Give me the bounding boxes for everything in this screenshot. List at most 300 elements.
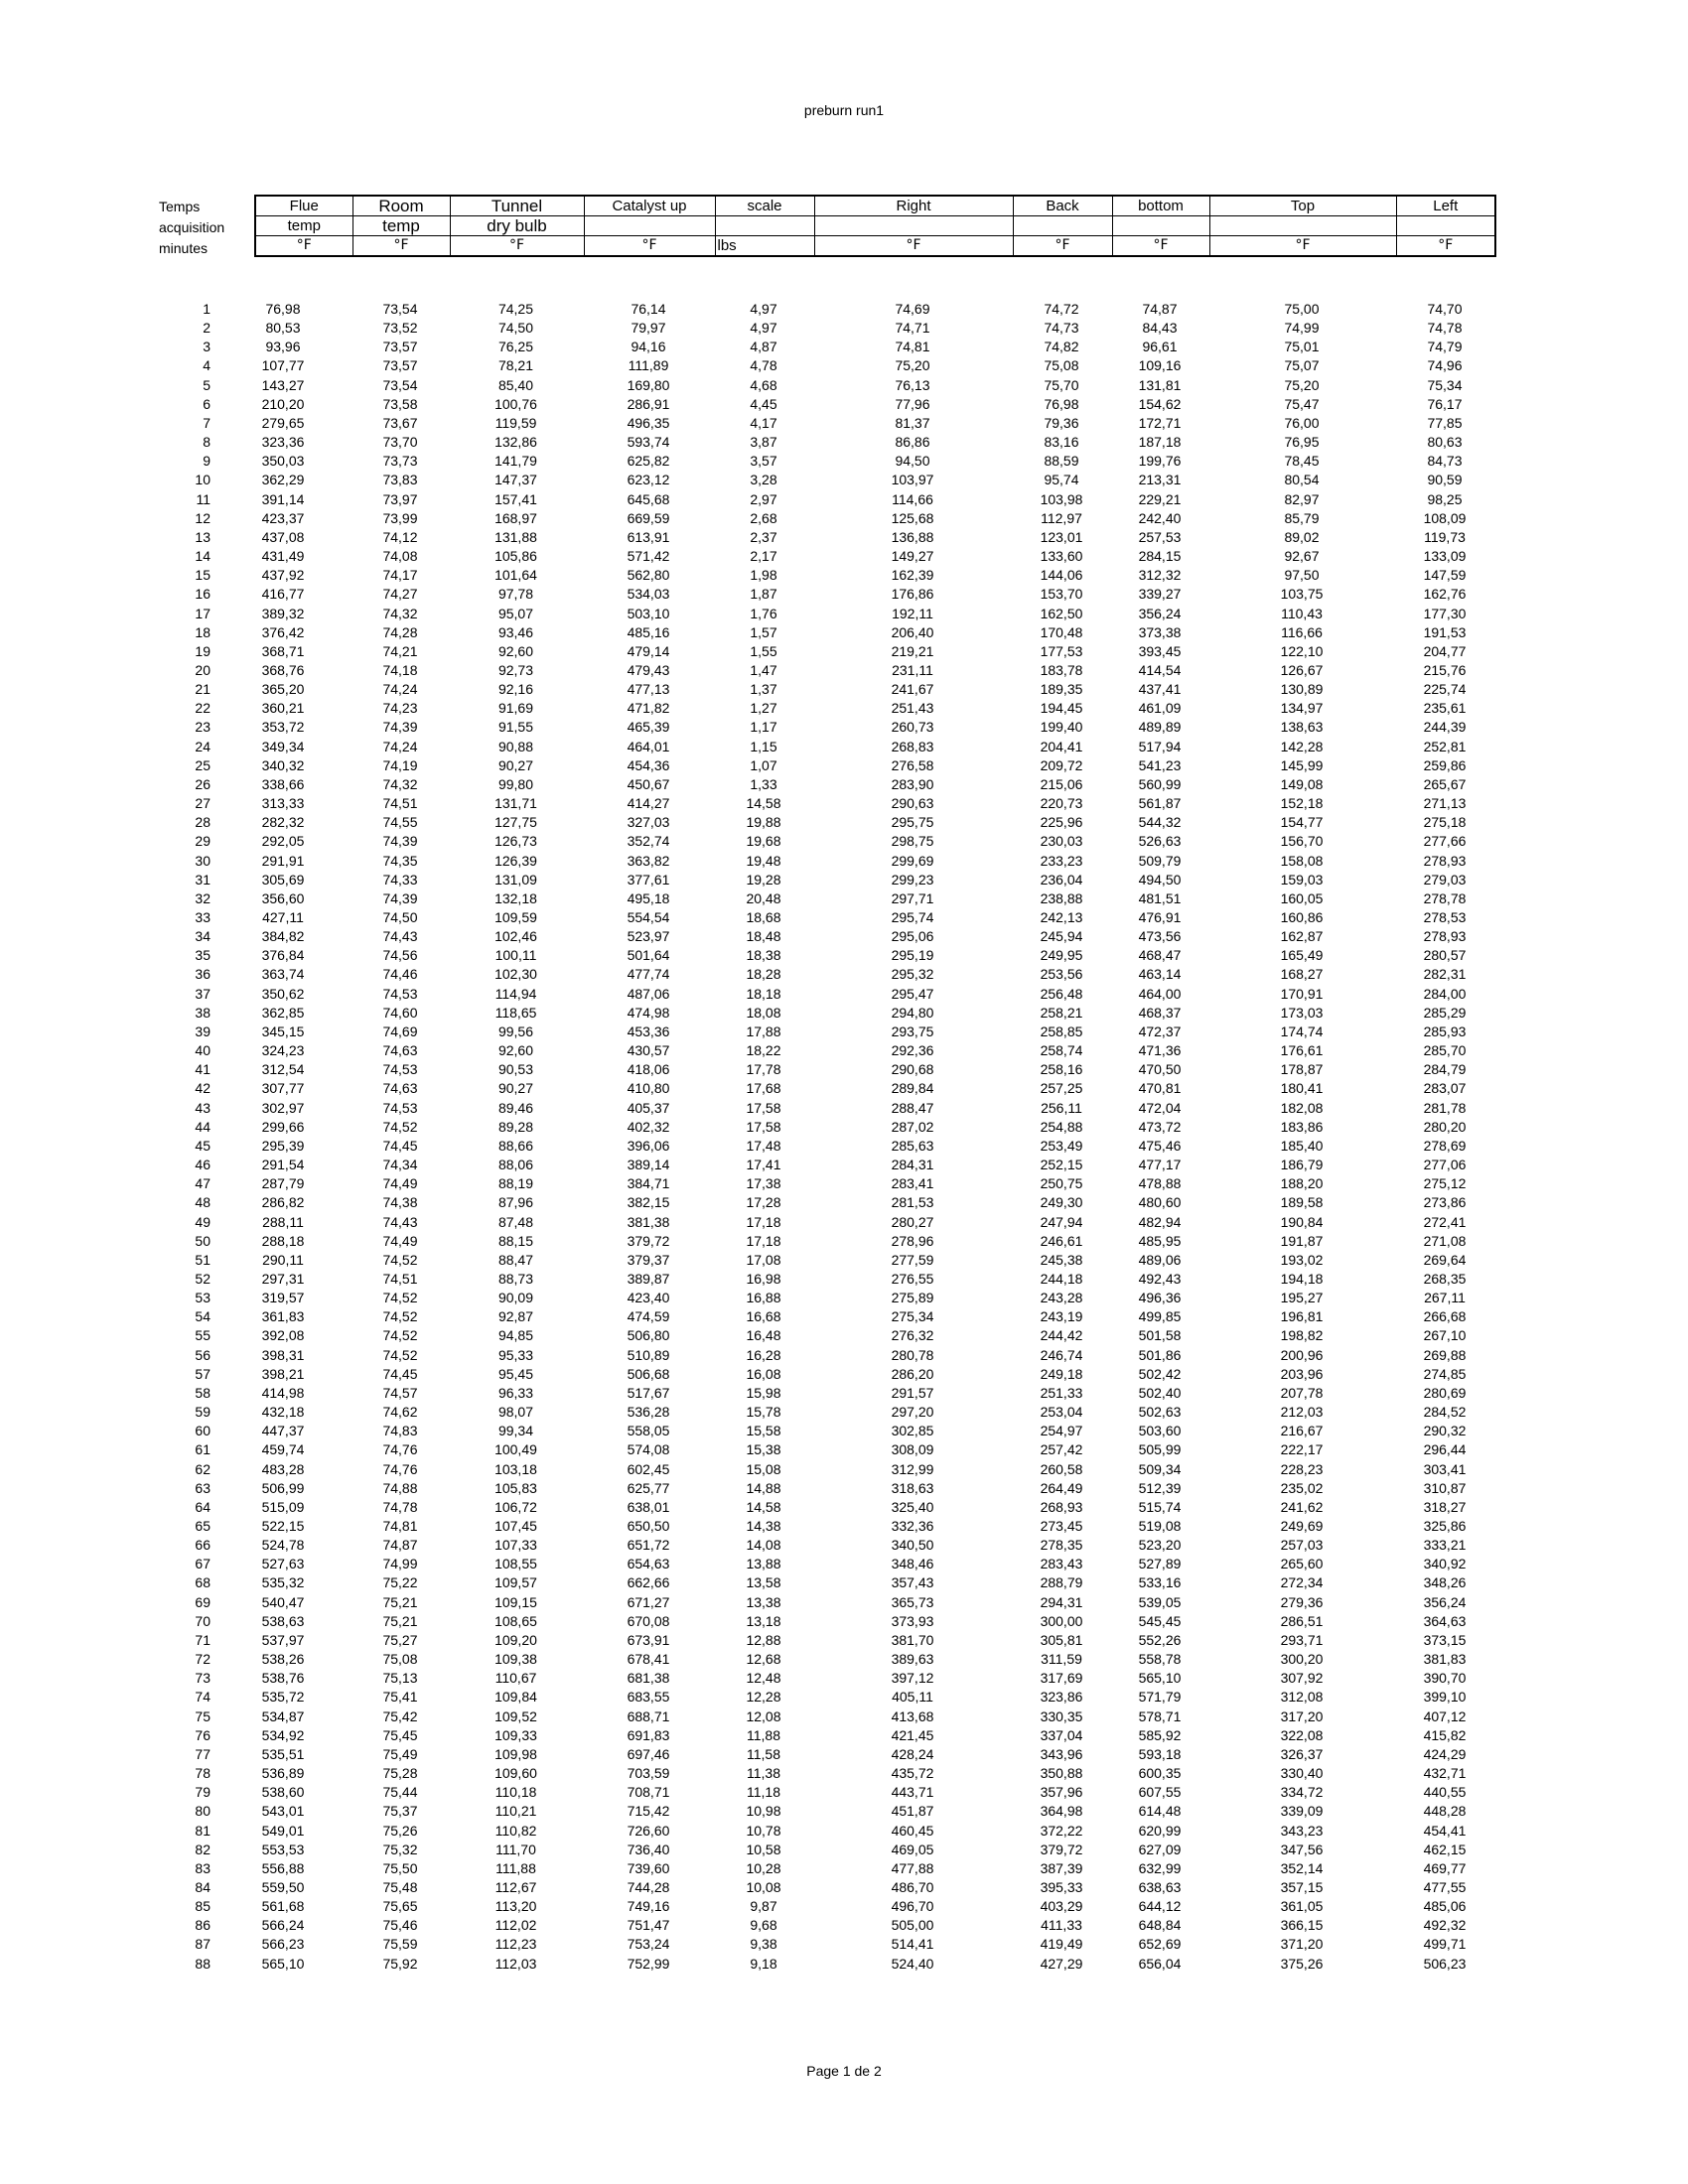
value-cell: 506,99 [261,1479,305,1496]
minute-cell: 41 [195,1061,211,1078]
value-cell: 75,08 [1044,357,1079,374]
table-row [159,585,1494,604]
value-cell: 472,04 [1138,1099,1182,1116]
value-cell: 379,72 [1040,1841,1083,1857]
column-unit: °F [584,236,715,257]
column-subheader: temp [255,216,352,236]
value-cell: 18,28 [746,966,781,983]
value-cell: 514,41 [891,1936,934,1953]
value-cell: 152,18 [1280,795,1324,812]
value-cell: 278,78 [1423,889,1467,906]
value-cell: 190,84 [1280,1213,1324,1230]
minute-cell: 1 [203,301,211,317]
value-cell: 285,70 [1423,1042,1467,1059]
column-header: Catalyst up [584,196,715,216]
value-cell: 74,51 [382,795,418,812]
value-cell: 288,18 [261,1232,305,1249]
table-row [159,1479,1494,1498]
value-cell: 460,45 [891,1822,934,1839]
value-cell: 265,60 [1280,1556,1324,1572]
value-cell: 371,20 [1280,1936,1324,1953]
column-subheader [1112,216,1209,236]
table-row [159,1555,1494,1573]
minute-cell: 45 [195,1137,211,1154]
minute-cell: 81 [195,1822,211,1839]
value-cell: 267,10 [1423,1327,1467,1344]
value-cell: 17,68 [746,1080,781,1097]
value-cell: 559,50 [261,1878,305,1895]
value-cell: 348,46 [891,1556,934,1572]
value-cell: 99,80 [497,775,534,792]
value-cell: 540,47 [261,1593,305,1610]
value-cell: 278,93 [1423,928,1467,945]
value-cell: 284,15 [1138,548,1182,565]
value-cell: 537,97 [261,1631,305,1648]
column-header: Right [814,196,1013,216]
value-cell: 469,05 [891,1841,934,1857]
value-cell: 95,74 [1044,472,1079,488]
table-row [159,395,1494,414]
value-cell: 397,12 [891,1670,934,1687]
table-row [159,1137,1494,1156]
value-cell: 334,72 [1280,1784,1324,1801]
value-cell: 364,63 [1423,1612,1467,1629]
value-cell: 284,00 [1423,985,1467,1002]
value-cell: 75,32 [382,1841,418,1857]
minute-cell: 28 [195,814,211,831]
value-cell: 362,85 [261,1004,305,1021]
value-cell: 293,71 [1280,1631,1324,1648]
value-cell: 88,47 [497,1251,534,1268]
value-cell: 174,74 [1280,1023,1324,1039]
value-cell: 479,43 [627,661,670,678]
value-cell: 469,77 [1423,1859,1467,1876]
value-cell: 177,30 [1423,605,1467,621]
value-cell: 84,43 [1142,320,1178,337]
value-cell: 276,58 [891,756,934,773]
value-cell: 75,49 [382,1745,418,1762]
value-cell: 74,21 [382,642,418,659]
value-cell: 17,38 [746,1175,781,1192]
value-cell: 15,58 [746,1423,781,1439]
value-cell: 9,38 [750,1936,777,1953]
value-cell: 95,07 [497,605,534,621]
value-cell: 74,71 [895,320,930,337]
value-cell: 332,36 [891,1518,934,1534]
value-cell: 318,27 [1423,1498,1467,1515]
value-cell: 196,81 [1280,1308,1324,1325]
value-cell: 347,56 [1280,1841,1324,1857]
value-cell: 691,83 [627,1726,670,1743]
value-cell: 191,87 [1280,1232,1324,1249]
value-cell: 75,27 [382,1631,418,1648]
value-cell: 276,32 [891,1327,934,1344]
value-cell: 337,04 [1040,1726,1083,1743]
value-cell: 357,15 [1280,1878,1324,1895]
value-cell: 620,99 [1138,1822,1182,1839]
value-cell: 189,58 [1280,1194,1324,1211]
value-cell: 593,18 [1138,1745,1182,1762]
table-row [159,889,1494,908]
value-cell: 558,05 [627,1423,670,1439]
value-cell: 454,36 [627,756,670,773]
value-cell: 523,20 [1138,1537,1182,1554]
value-cell: 257,03 [1280,1537,1324,1554]
value-cell: 241,67 [891,681,934,698]
value-cell: 74,43 [382,1213,418,1230]
value-cell: 113,20 [494,1898,537,1915]
minute-cell: 82 [195,1841,211,1857]
value-cell: 74,53 [382,1099,418,1116]
value-cell: 108,65 [494,1612,537,1629]
value-cell: 402,32 [627,1118,670,1135]
value-cell: 512,39 [1138,1479,1182,1496]
column-header: Room [352,196,450,216]
value-cell: 74,08 [382,548,418,565]
value-cell: 11,38 [747,1765,780,1782]
value-cell: 19,88 [746,814,781,831]
value-cell: 154,77 [1280,814,1324,831]
value-cell: 715,42 [627,1803,670,1820]
value-cell: 75,20 [895,357,930,374]
minute-cell: 68 [195,1574,211,1591]
value-cell: 526,63 [1138,833,1182,850]
value-cell: 375,26 [1280,1955,1324,1972]
value-cell: 505,99 [1138,1441,1182,1458]
value-cell: 1,15 [750,738,777,754]
value-cell: 571,42 [627,548,670,565]
minute-cell: 12 [195,509,211,526]
value-cell: 15,08 [746,1460,781,1477]
value-cell: 268,35 [1423,1270,1467,1287]
value-cell: 437,41 [1138,681,1182,698]
minute-cell: 74 [195,1689,211,1706]
value-cell: 74,34 [382,1157,418,1173]
value-cell: 296,44 [1423,1441,1467,1458]
value-cell: 275,12 [1423,1175,1467,1192]
value-cell: 539,05 [1138,1593,1182,1610]
column-subheader [1396,216,1495,236]
value-cell: 549,01 [261,1822,305,1839]
value-cell: 313,33 [261,795,305,812]
value-cell: 363,74 [261,966,305,983]
table-row [159,490,1494,509]
value-cell: 100,49 [494,1441,537,1458]
value-cell: 4,17 [750,414,777,431]
value-cell: 501,58 [1138,1327,1182,1344]
value-cell: 534,87 [261,1707,305,1724]
value-cell: 288,11 [262,1213,304,1230]
value-cell: 103,18 [494,1460,537,1477]
value-cell: 472,37 [1138,1023,1182,1039]
value-cell: 275,18 [1423,814,1467,831]
value-cell: 372,22 [1040,1822,1083,1839]
minute-cell: 20 [195,661,211,678]
value-cell: 427,29 [1040,1955,1083,1972]
value-cell: 389,63 [891,1651,934,1668]
value-cell: 95,45 [497,1365,534,1382]
value-cell: 206,40 [891,623,934,640]
value-cell: 75,22 [382,1574,418,1591]
value-cell: 156,70 [1280,833,1324,850]
value-cell: 112,23 [494,1936,537,1953]
table-row [159,605,1494,623]
value-cell: 391,14 [261,490,305,507]
table-row [159,623,1494,642]
value-cell: 213,31 [1138,472,1182,488]
value-cell: 357,96 [1040,1784,1083,1801]
value-cell: 220,73 [1040,795,1083,812]
value-cell: 506,23 [1423,1955,1467,1972]
minute-cell: 19 [195,642,211,659]
value-cell: 131,88 [494,528,537,545]
value-cell: 1,47 [750,661,777,678]
value-cell: 443,71 [891,1784,934,1801]
value-cell: 98,07 [497,1404,534,1421]
value-cell: 132,86 [494,434,537,451]
table-row [159,528,1494,547]
value-cell: 74,55 [382,814,418,831]
table-row [159,1099,1494,1118]
value-cell: 478,88 [1138,1175,1182,1192]
value-cell: 216,67 [1280,1423,1324,1439]
value-cell: 112,67 [494,1878,537,1895]
value-cell: 638,63 [1138,1878,1182,1895]
minute-cell: 77 [195,1745,211,1762]
value-cell: 356,24 [1423,1593,1467,1610]
table-row [159,1498,1494,1517]
value-cell: 78,21 [497,357,534,374]
value-cell: 111,89 [628,357,669,374]
value-cell: 188,20 [1280,1175,1324,1192]
column-header: scale [715,196,814,216]
value-cell: 282,32 [261,814,305,831]
value-cell: 307,92 [1280,1670,1324,1687]
table-row [159,813,1494,832]
value-cell: 373,93 [891,1612,934,1629]
value-cell: 362,29 [261,472,305,488]
value-cell: 109,38 [494,1651,537,1668]
value-cell: 105,83 [494,1479,537,1496]
value-cell: 74,45 [382,1137,418,1154]
value-cell: 75,59 [382,1936,418,1953]
table-row [159,1916,1494,1935]
value-cell: 708,71 [627,1784,670,1801]
value-cell: 76,17 [1427,395,1463,412]
value-cell: 254,97 [1040,1423,1083,1439]
minute-cell: 76 [195,1726,211,1743]
value-cell: 300,20 [1280,1651,1324,1668]
value-cell: 753,24 [627,1936,670,1953]
value-cell: 283,07 [1423,1080,1467,1097]
value-cell: 3,57 [750,453,777,470]
value-cell: 534,03 [627,586,670,603]
value-cell: 189,35 [1040,681,1083,698]
value-cell: 480,60 [1138,1194,1182,1211]
table-row [159,775,1494,794]
value-cell: 17,48 [746,1137,781,1154]
value-cell: 235,61 [1423,700,1467,717]
value-cell: 258,16 [1040,1061,1083,1078]
row-label-acquisition: acquisition [159,219,225,235]
minute-cell: 2 [203,320,211,337]
value-cell: 349,34 [261,738,305,754]
value-cell: 74,18 [382,661,418,678]
value-cell: 131,71 [494,795,537,812]
value-cell: 215,06 [1040,775,1083,792]
value-cell: 269,64 [1423,1251,1467,1268]
value-cell: 74,50 [497,320,534,337]
value-cell: 283,43 [1040,1556,1083,1572]
value-cell: 648,84 [1138,1917,1182,1934]
value-cell: 485,16 [627,623,670,640]
table-row [159,1041,1494,1060]
minute-cell: 39 [195,1023,211,1039]
value-cell: 75,70 [1044,376,1079,393]
value-cell: 726,60 [627,1822,670,1839]
table-row [159,1841,1494,1859]
value-cell: 381,83 [1423,1651,1467,1668]
value-cell: 286,91 [627,395,670,412]
value-cell: 302,97 [261,1099,305,1116]
value-cell: 82,97 [1284,490,1320,507]
value-cell: 10,58 [746,1841,781,1857]
value-cell: 75,28 [382,1765,418,1782]
value-cell: 99,34 [497,1423,534,1439]
value-cell: 89,46 [497,1099,534,1116]
value-cell: 133,60 [1040,548,1083,565]
value-cell: 399,10 [1423,1689,1467,1706]
value-cell: 74,52 [382,1118,418,1135]
value-cell: 414,27 [627,795,670,812]
value-cell: 97,78 [497,586,534,603]
value-cell: 503,10 [627,605,670,621]
value-cell: 110,82 [494,1822,537,1839]
minute-cell: 27 [195,795,211,812]
value-cell: 295,74 [891,909,934,925]
value-cell: 111,70 [495,1841,536,1857]
value-cell: 74,17 [382,567,418,584]
value-cell: 368,71 [261,642,305,659]
value-cell: 503,60 [1138,1423,1182,1439]
minute-cell: 67 [195,1556,211,1572]
value-cell: 12,28 [746,1689,781,1706]
value-cell: 625,82 [627,453,670,470]
minute-cell: 84 [195,1878,211,1895]
value-cell: 496,36 [1138,1290,1182,1306]
value-cell: 160,86 [1280,909,1324,925]
value-cell: 382,15 [627,1194,670,1211]
value-cell: 109,57 [494,1574,537,1591]
value-cell: 127,75 [494,814,537,831]
value-cell: 212,03 [1280,1404,1324,1421]
value-cell: 109,60 [494,1765,537,1782]
value-cell: 74,76 [382,1441,418,1458]
value-cell: 74,78 [1427,320,1463,337]
column-subheader: temp [352,216,450,236]
value-cell: 78,45 [1284,453,1320,470]
value-cell: 87,48 [497,1213,534,1230]
value-cell: 352,74 [627,833,670,850]
column-header: bottom [1112,196,1209,216]
value-cell: 15,78 [746,1404,781,1421]
value-cell: 749,16 [627,1898,670,1915]
value-cell: 200,96 [1280,1346,1324,1363]
column-unit: °F [1396,236,1495,257]
value-cell: 260,58 [1040,1460,1083,1477]
table-row [159,1307,1494,1326]
value-cell: 74,79 [1427,339,1463,355]
minute-cell: 14 [195,548,211,565]
value-cell: 74,99 [1284,320,1320,337]
value-cell: 688,71 [627,1707,670,1724]
value-cell: 278,93 [1423,852,1467,869]
value-cell: 75,45 [382,1726,418,1743]
value-cell: 195,27 [1280,1290,1324,1306]
minute-cell: 85 [195,1898,211,1915]
value-cell: 93,96 [265,339,301,355]
value-cell: 19,48 [746,852,781,869]
value-cell: 85,40 [497,376,534,393]
value-cell: 187,18 [1138,434,1182,451]
value-cell: 260,73 [891,719,934,736]
value-cell: 274,85 [1423,1365,1467,1382]
value-cell: 295,32 [891,966,934,983]
value-cell: 75,46 [382,1917,418,1934]
value-cell: 165,49 [1280,947,1324,964]
value-cell: 88,06 [497,1157,534,1173]
value-cell: 578,71 [1138,1707,1182,1724]
value-cell: 91,69 [497,700,534,717]
value-cell: 119,73 [1424,528,1466,545]
value-cell: 131,09 [494,871,537,887]
value-cell: 340,32 [261,756,305,773]
minute-cell: 15 [195,567,211,584]
value-cell: 477,17 [1138,1157,1182,1173]
minute-cell: 80 [195,1803,211,1820]
value-cell: 272,41 [1423,1213,1467,1230]
value-cell: 112,97 [1041,509,1082,526]
value-cell: 94,16 [631,339,666,355]
value-cell: 468,47 [1138,947,1182,964]
value-cell: 319,57 [261,1290,305,1306]
value-cell: 162,39 [891,567,934,584]
value-cell: 87,96 [497,1194,534,1211]
minute-cell: 40 [195,1042,211,1059]
value-cell: 1,76 [750,605,777,621]
table-row [159,1422,1494,1440]
value-cell: 97,50 [1284,567,1320,584]
value-cell: 74,45 [382,1365,418,1382]
value-cell: 74,52 [382,1251,418,1268]
value-cell: 392,08 [261,1327,305,1344]
value-cell: 496,70 [891,1898,934,1915]
minute-cell: 10 [195,472,211,488]
value-cell: 471,82 [627,700,670,717]
value-cell: 74,35 [382,852,418,869]
minute-cell: 58 [195,1384,211,1401]
value-cell: 183,78 [1040,661,1083,678]
value-cell: 279,36 [1280,1593,1324,1610]
value-cell: 4,87 [750,339,777,355]
minute-cell: 47 [195,1175,211,1192]
value-cell: 235,02 [1280,1479,1324,1496]
table-row [159,452,1494,471]
table-row [159,471,1494,489]
minute-cell: 60 [195,1423,211,1439]
value-cell: 509,79 [1138,852,1182,869]
value-cell: 670,08 [627,1612,670,1629]
